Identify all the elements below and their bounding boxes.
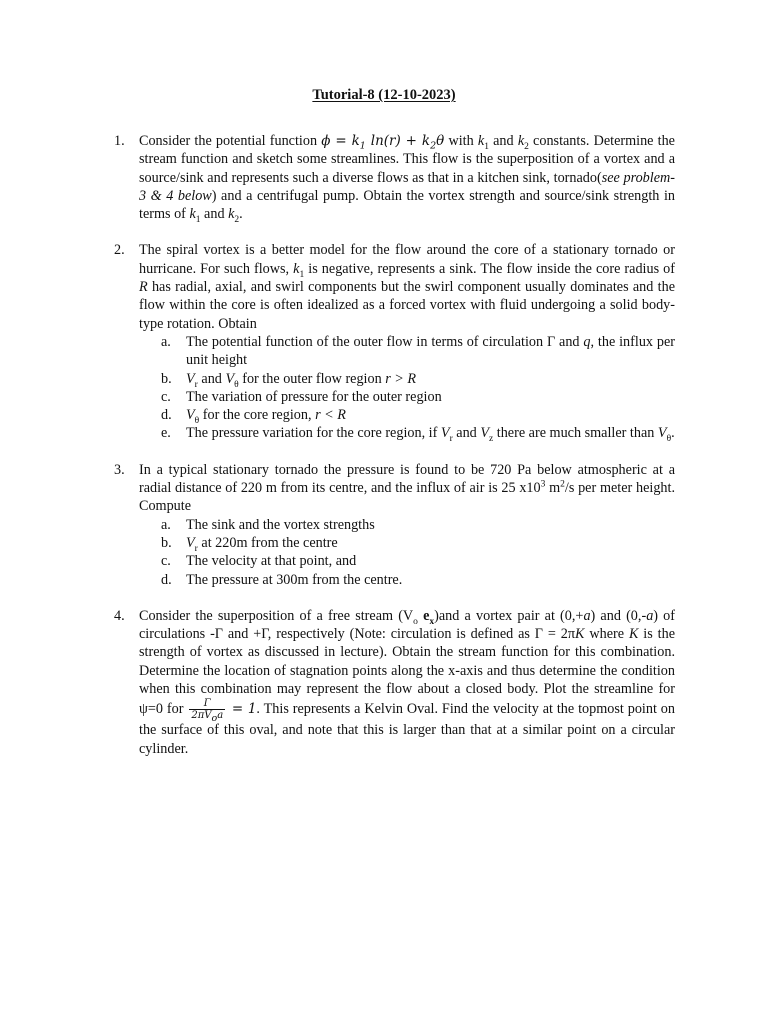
q1-text: constants. Determine the stream function and sketch some streamlines. This flow is the superposition of a vortex and a source/sink and represents such a diverse flows as that in a kitchen sink, tornado( [139,133,675,186]
k1-symbol: k [477,133,485,149]
question-number: 2. [114,242,125,259]
q1-text: and [200,206,229,223]
core-radius-symbol: R [139,279,148,296]
subquestion-label: e. [161,425,171,442]
subquestion-label: d. [161,407,172,424]
subquestion-label: a. [161,516,171,533]
subquestion-3b: b. $V_r$ at 220m from the centre [161,534,338,554]
q1-text: ) and a centrifugal pump. Obtain the vortex strength and source/sink strength in terms of [139,187,675,223]
q4-text: )and a vortex pair at (0,+ [434,607,584,624]
document-title: Tutorial-8 (12-10-2023) [312,87,456,103]
q1-text: Consider the potential function [139,133,322,149]
question-4: 4. Consider the superposition of a free stream ($V_o$ $e_x)and$ a vortex pair at (0,+a) and (0,-a) of circulations -Γ and +Γ, respectively (Note: circulation is defined as Γ = 2πK where K is the strength of vortex as discussed in lecture). Obtain the stream function for this combination. Determine the location of stagnation points along the x-axis and thus determine the condition when this combination may represent the flow about a closed body. Plot the streamline for ψ=0 for $\frac{\Gamma}{2\pi V_oa}$ = 1. This represents a Kelvin Oval. Find the velocity at the topmost point on the surface of this oval, and note that this is larger than that at a similar point on a circular cylinder. [114,607,675,757]
subquestion-2d: d. $V_\theta$ for the core region, r < R [161,407,346,426]
q3-text: /s per meter height. Compute [139,480,675,515]
question-number: 1. [114,133,125,149]
subquestion-2a: a. The potential function of the outer flow in terms of circulation Γ and q, the influx per unit height [161,333,675,369]
q3-text: In a typical stationary tornado the pressure is found to be 720 Pa below atmospheric at a radial distance of 220 m from its centre, and the influx of air is 25 x10 [139,461,675,497]
subquestion-3d: d. The pressure at 300m from the centre. [161,571,403,588]
q2-text: is negative, represents a sink. The flow inside the core radius of [304,260,675,277]
subquestion-2c: c. The variation of pressure for the outer region [161,388,442,405]
subquestion-label: c. [161,388,171,405]
kelvin-oval-equation: = 1 [227,701,257,718]
subquestion-label: a. [161,333,171,350]
kelvin-oval-fraction: $\frac{\Gamma}{2\pi V_oa}$ [191,698,224,725]
k1-symbol: k [293,260,300,277]
q2-text: has radial, axial, and swirl components but the swirl component usually dominates and the flow within the core is often idealized as a forced vortex with fluid undergoing a solid body-type rotation. Obtain [139,279,675,332]
q4-text: ) and (0,- [590,607,647,624]
question-3: 3. In a typical stationary tornado the pressure is found to be 720 Pa below atmospheric at a radial distance of 220 m from its centre, and the influx of air is 25 $x10^3$ $m^2/s$ per meter height. Compute a. The sink and the vortex strengths b. $V_r$ at 220m from the centre c. The velocity at that point, and d. The pressure at 300m from the centre. [114,461,675,588]
q3-text: m [545,480,561,497]
subquestion-2b: b. $V_r$ and $V_\theta$ for the outer flow region r > R [161,370,417,390]
q4-text: ) of circulations -Γ and +Γ, respectively (Note: circulation is defined as Γ = 2π [139,607,675,643]
subquestion-label: c. [161,553,171,570]
k1-symbol: k [189,206,196,223]
subquestion-2e: e. The pressure variation for the core region, if $V_r$ and $V_z$ there are much smaller than $V_\theta$. [161,425,675,445]
question-2: 2. The spiral vortex is a better model for the flow around the core of a stationary tornado or hurricane. For such flows, $k_1$ is negative, represents a sink. The flow inside the core radius of R has radial, axial, and swirl components but the swirl component usually dominates and the flow within the core is often idealized as a forced vortex with fluid undergoing a solid body-type rotation. Obtain a. The potential function of the outer flow in terms of circulation Γ and q, the influx per unit height b. $V_r$ and $V_\theta$ for the outer flow region r > R c. The variation of pressure for the outer region d. $V_\theta$ for the core region, r < R e. The pressure variation for the core region, if $V_r$ and $V_z$ there are much smaller than $V_\theta$. [114,242,675,445]
k2-symbol: k [228,206,235,223]
question-1: 1. Consider the potential function $\phi = k_1$ $\ln(r) + k_2\theta$ with $k_1$ and $k_2$ constants. Determine the stream function and sketch some streamlines. This flow is the superposition of a vortex and a source/sink and represents such a diverse flows as that in a kitchen sink, tornado(see problem-3 & 4 below) and a centrifugal pump. Obtain the vortex strength and source/sink strength in terms of $k_1$ and $k_2$. [114,133,675,226]
question-list [114,132,675,776]
subquestion-label: d. [161,571,172,588]
q1-text: . [239,206,243,223]
q4-text: Consider the superposition of a free stream (V [139,607,414,624]
question-number: 3. [114,461,125,478]
subquestion-list [139,333,675,443]
subquestion-3a: a. The sink and the vortex strengths [161,516,375,533]
q4-text: . This represents a Kelvin Oval. Find the velocity at the topmost point on the surface of this oval, and note that this is larger than that at a similar point on a circular cylinder. [139,701,675,757]
unit-vector-x: e [423,607,430,624]
subquestion-list [139,516,675,589]
subquestion-3c: c. The velocity at that point, and [161,553,357,570]
subquestion-label: b. [161,370,172,387]
q1-text: and [488,133,518,149]
q2-text: The spiral vortex is a better model for the flow around the core of a stationary tornado or hurricane. For such flows, [139,242,675,277]
potential-equation: $\phi = k_1$ $\ln(r) + k_2\theta$ [321,133,445,152]
subquestion-label: b. [161,534,172,551]
q4-text: is the strength of vortex as discussed in lecture). Obtain the stream function for this combination. Determine the location of stagnation points along the x-axis and thus determine the condition when this combination may represent the flow about a closed body. Plot the streamline for ψ=0 for [139,626,675,718]
question-number: 4. [114,607,125,624]
q1-text: with [444,133,478,149]
problem-reference: see problem-3 & 4 below [139,169,675,204]
q4-text: where [584,626,629,643]
k2-symbol: k [517,133,525,149]
